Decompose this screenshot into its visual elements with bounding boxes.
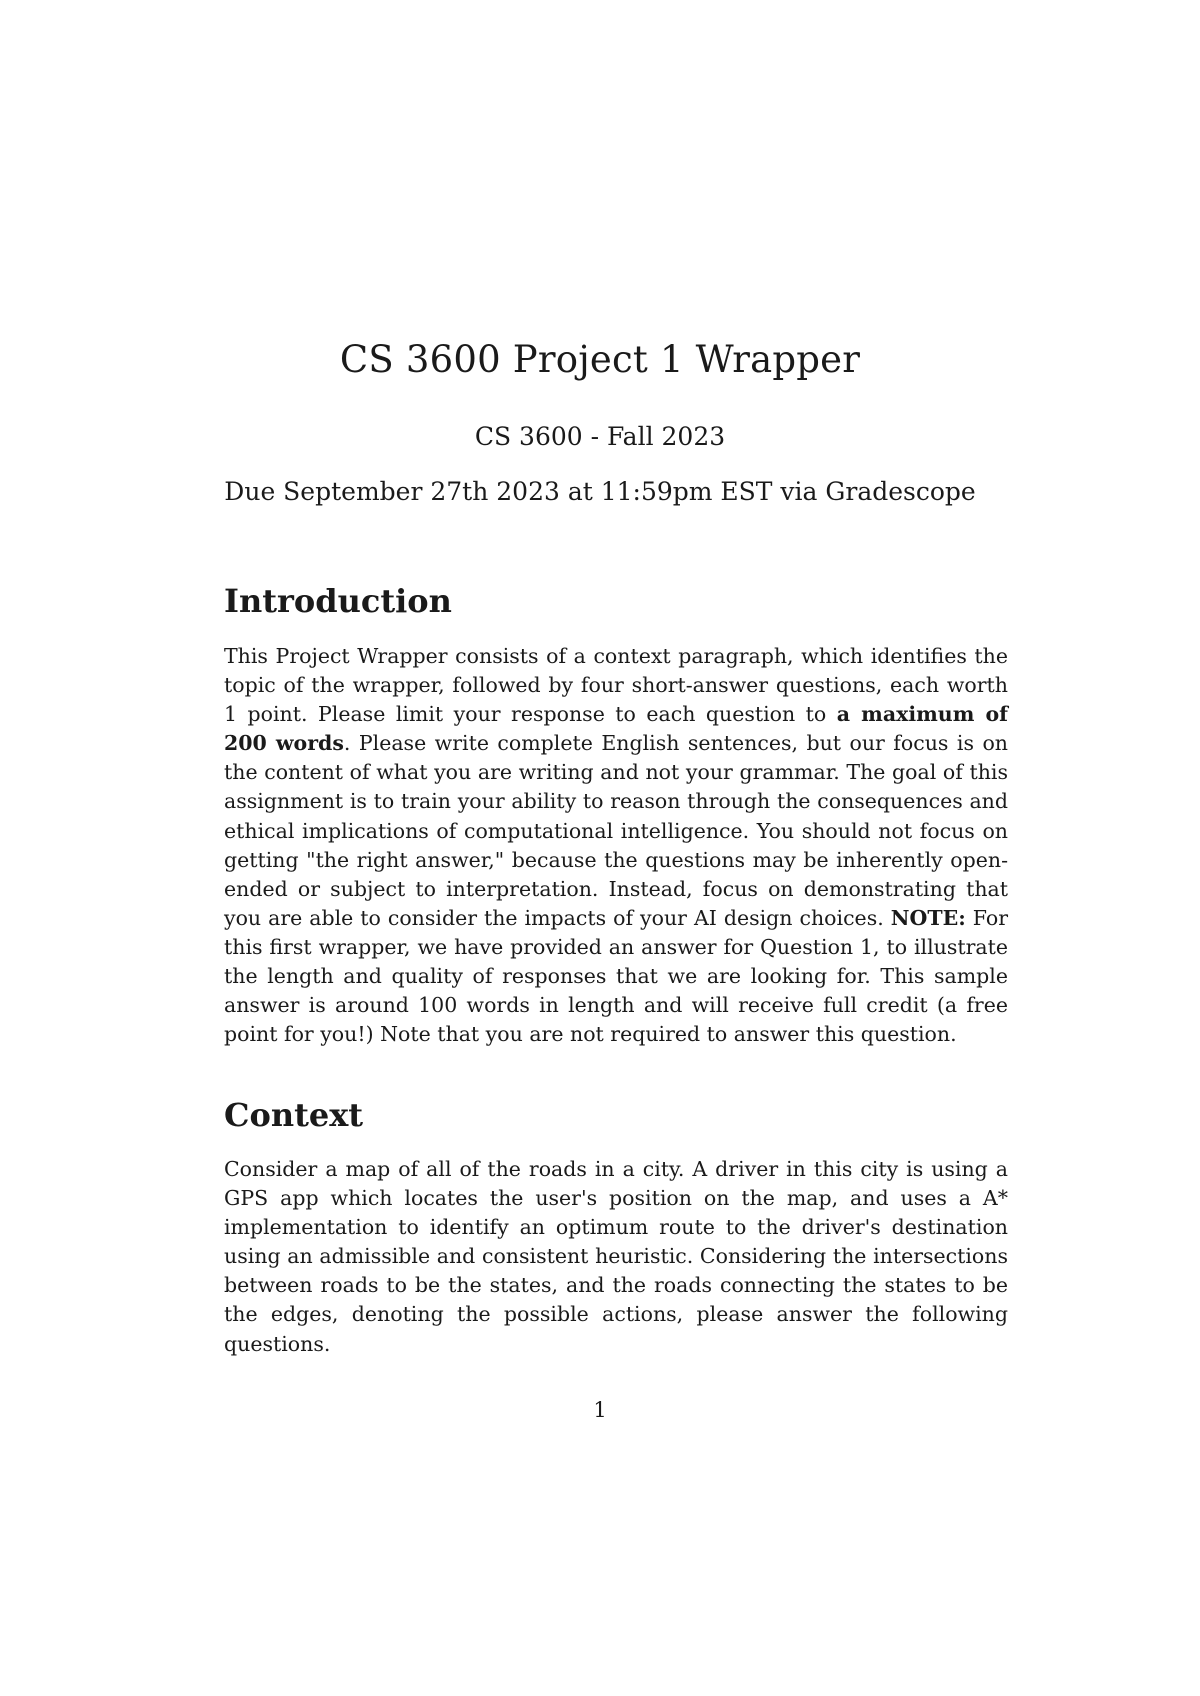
introduction-heading: Introduction <box>224 582 452 620</box>
word-limit-emphasis: a maximum of 200 words <box>224 702 1008 756</box>
introduction-text-3: For this first wrapper, we have provided an answer for Question 1, to illustrate the length and quality of responses that we are looking for. This sample answer is around 100 words in length and will receive full credit (a free point for you!) Note that you are not required to answer this question. <box>224 905 1008 1047</box>
introduction-text-2: . Please write complete English sentences, but our focus is on the content of what you are writing and not your grammar. The goal of this assignment is to train your ability to reason through the consequences and ethical implications of computational intelligence. You should not focus on getting "the right answer," because the questions may be inherently open-ended or subject to interpretation. Instead, focus on demonstrating that you are able to consider the impacts of your AI design choices. <box>224 731 1008 930</box>
note-label: NOTE: <box>890 905 966 930</box>
page-number: 1 <box>593 1398 607 1422</box>
due-date: Due September 27th 2023 at 11:59pm EST via Gradescope <box>224 477 976 506</box>
introduction-paragraph <box>224 642 1008 1049</box>
introduction-text-1: This Project Wrapper consists of a context paragraph, which identifies the topic of the wrapper, followed by four short-answer questions, each worth 1 point. Please limit your response to each question to <box>224 644 1008 727</box>
course-subtitle: CS 3600 - Fall 2023 <box>474 422 726 451</box>
context-paragraph: Consider a map of all of the roads in a city. A driver in this city is using a GPS app which locates the user's position on the map, and uses a A* implementation to identify an optimum route to the driver's destination using an admissible and consistent heuristic. Considering the intersections between roads to be the states, and the roads connecting the states to be the edges, denoting the possible actions, please answer the following questions. <box>224 1157 1008 1356</box>
document-title: CS 3600 Project 1 Wrapper <box>339 338 861 381</box>
context-heading: Context <box>224 1096 364 1134</box>
